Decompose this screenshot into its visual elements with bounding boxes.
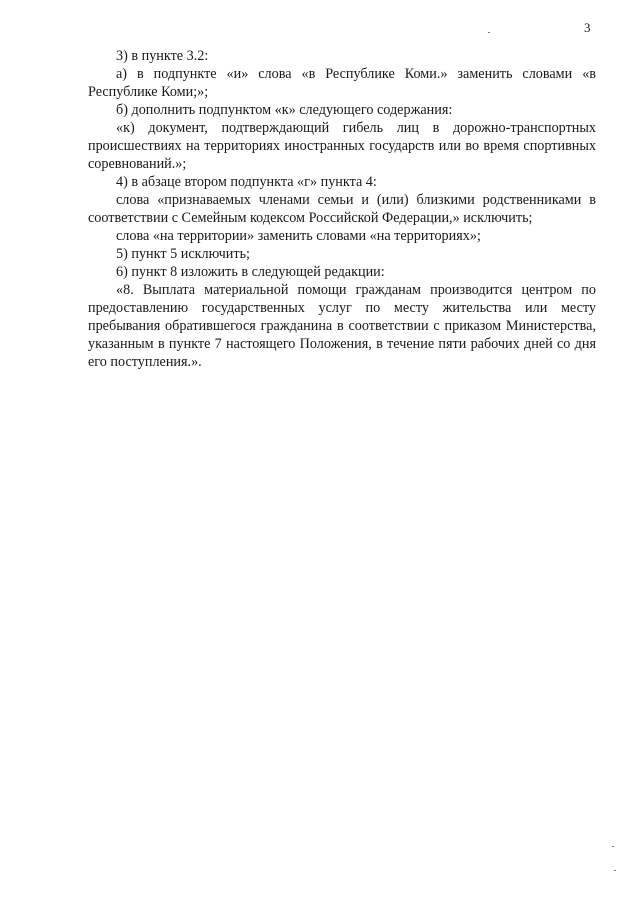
paragraph-item-4: 4) в абзаце втором подпункта «г» пункта 4:: [116, 174, 377, 190]
paragraph-item-3: 3) в пункте 3.2:: [116, 48, 209, 64]
paragraph-words-replace: слова «на территории» заменить словами «на территориях»;: [116, 228, 481, 244]
paragraph-quote-8: «8. Выплата материальной помощи гражданам производится центром по предоставлению государственных услуг по месту жительства или месту пребывания обратившегося гражданина в соответствии с приказом Министерства, указанным в пункте 7 настоящего Положения, в течение пяти рабочих дней со дня его поступления.».: [88, 282, 596, 370]
paragraph-words-exclude: слова «признаваемых членами семьи и (или) близкими родственниками в соответствии с Семейным кодексом Российской Федерации,» исключить;: [88, 192, 596, 226]
paragraph-quote-k: «к) документ, подтверждающий гибель лиц в дорожно-транспортных происшествиях на территориях иностранных государств или во время спортивных соревнований.»;: [88, 120, 596, 172]
paragraph-item-5: 5) пункт 5 исключить;: [116, 246, 250, 262]
paragraph-item-6: 6) пункт 8 изложить в следующей редакции:: [116, 264, 385, 280]
document-body: [88, 47, 596, 371]
paragraph-subitem-a: а) в подпункте «и» слова «в Республике Коми.» заменить словами «в Республике Коми;»;: [88, 66, 596, 100]
scan-speck: [614, 870, 616, 871]
page-number: 3: [584, 20, 591, 35]
scan-speck: [612, 846, 614, 847]
paragraph-subitem-b: б) дополнить подпунктом «к» следующего содержания:: [116, 102, 453, 118]
scan-speck: [488, 32, 490, 33]
